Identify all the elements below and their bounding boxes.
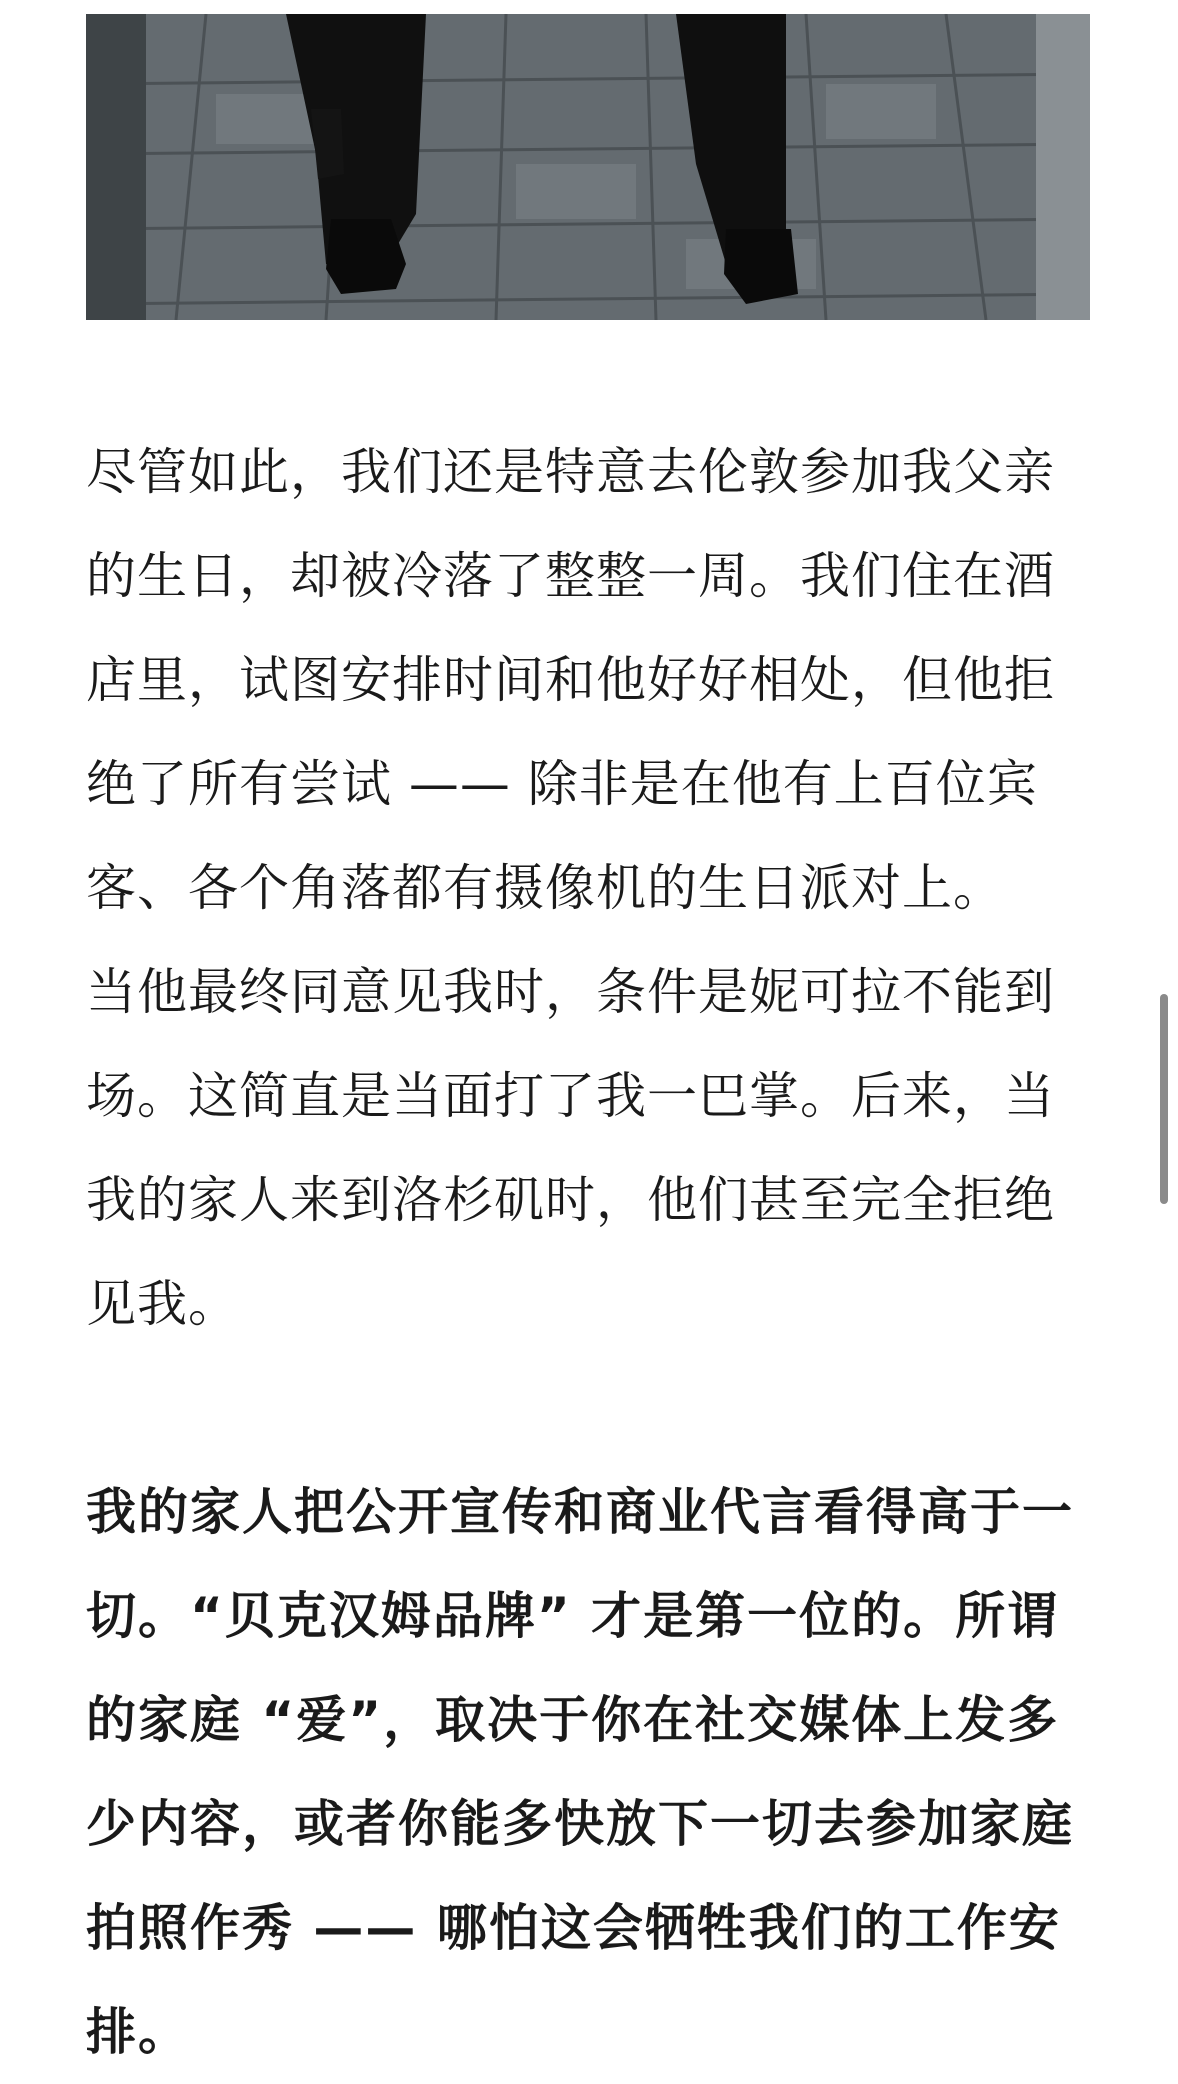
paragraph-gap xyxy=(86,1356,1096,1460)
photo-legs-walking-on-tiles-icon xyxy=(86,14,1090,320)
scrollbar-thumb[interactable] xyxy=(1160,994,1168,1204)
article-body xyxy=(86,420,1096,2084)
paragraph-3: 我的家人把公开宣传和商业代言看得高于一切。“贝克汉姆品牌” 才是第一位的。所谓的家庭 “爱”，取决于你在社交媒体上发多少内容，或者你能多快放下一切去参加家庭拍照作秀 —— 哪怕这会牺牲我们的工作安排。 xyxy=(86,1483,1074,2061)
paragraph-2: 当他最终同意见我时，条件是妮可拉不能到场。这简直是当面打了我一巴掌。后来，当我的家人来到洛杉矶时，他们甚至完全拒绝见我。 xyxy=(86,963,1055,1333)
paragraph-1: 尽管如此，我们还是特意去伦敦参加我父亲的生日，却被冷落了整整一周。我们住在酒店里，试图安排时间和他好好相处，但他拒绝了所有尝试 —— 除非是在他有上百位宾客、各个角落都有摄像机的生日派对上。 xyxy=(86,443,1055,917)
article-photo xyxy=(86,14,1090,320)
